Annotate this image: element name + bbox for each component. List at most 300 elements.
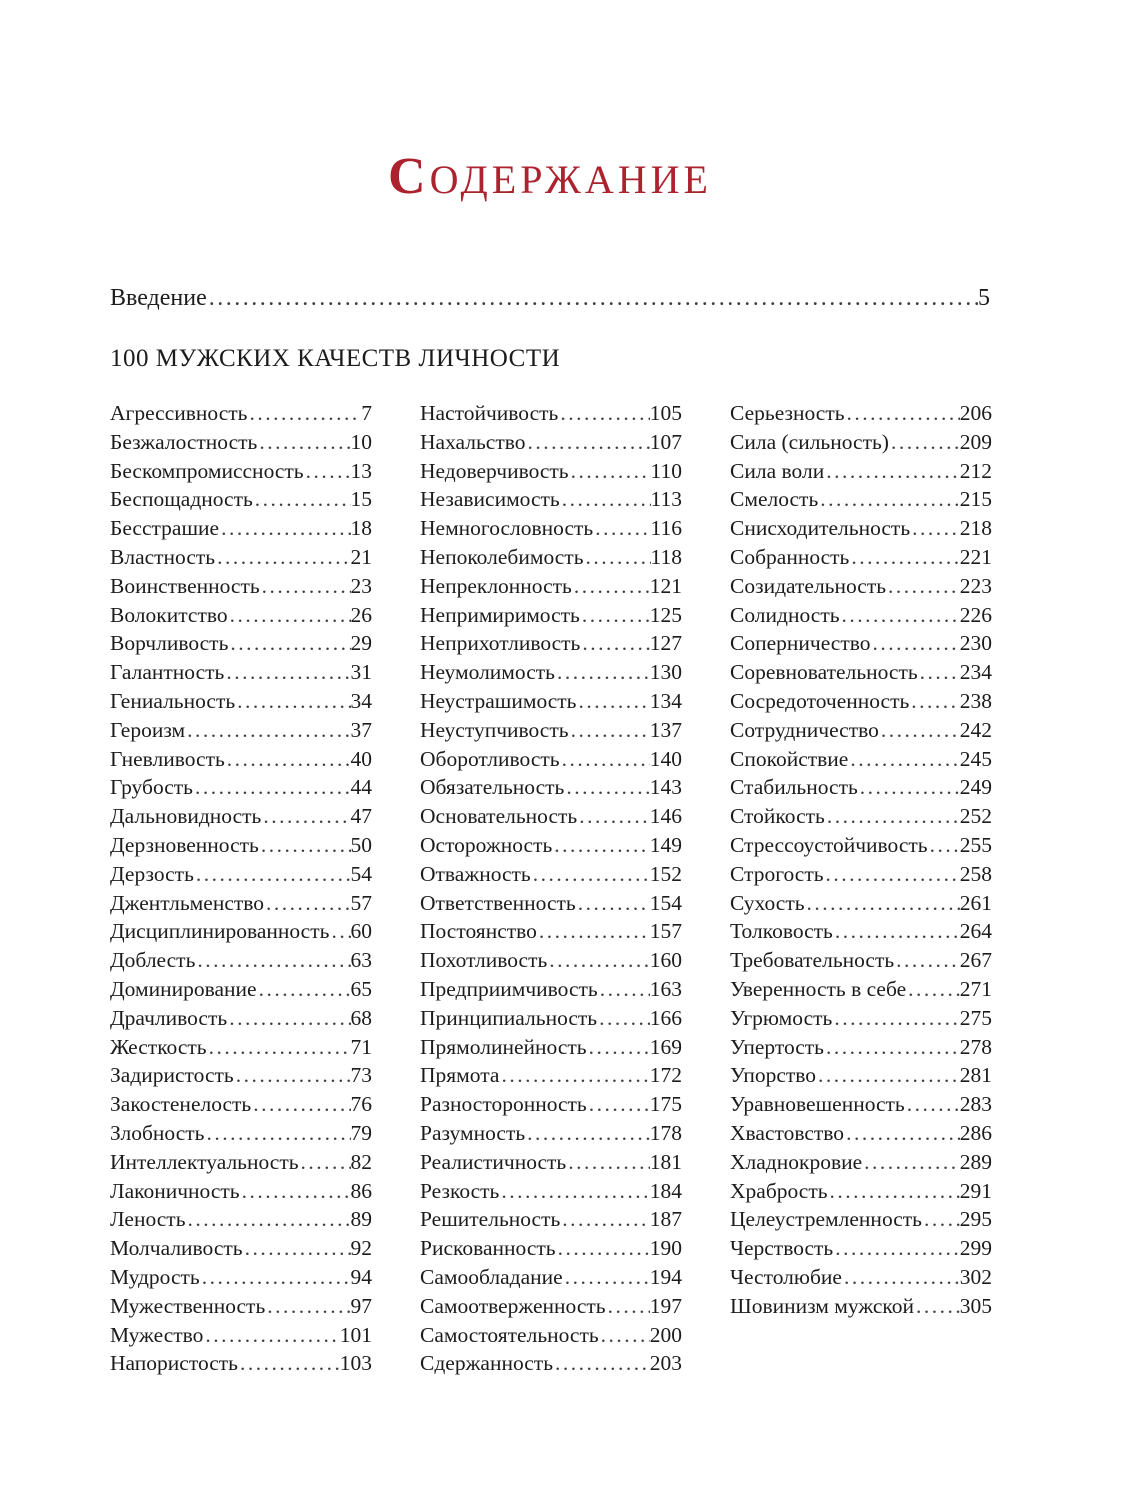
toc-entry-page: 103 — [339, 1351, 372, 1376]
toc-entry-label: Толковость — [730, 919, 833, 944]
toc-entry-page: 206 — [959, 401, 992, 425]
toc-entry-label: Джентльменство — [110, 890, 265, 915]
toc-entry-label: Собранность — [730, 544, 850, 569]
toc-entry-page: 7 — [361, 401, 372, 425]
toc-entry-label: Строгость — [730, 861, 824, 886]
dot-leader — [805, 889, 960, 918]
toc-entry-label: Отважность — [420, 861, 531, 886]
toc-entry — [110, 543, 372, 572]
toc-entry-label: Разумность — [420, 1120, 526, 1145]
toc-entry-label: Стабильность — [730, 775, 858, 800]
toc-entry-page: 283 — [959, 1092, 992, 1117]
toc-entry — [420, 1148, 682, 1177]
dot-leader — [840, 601, 960, 630]
toc-entry-label: Нахальство — [420, 429, 526, 454]
dot-leader — [918, 658, 960, 687]
toc-entry-label: Сухость — [730, 890, 805, 915]
toc-entry-page: 40 — [350, 746, 372, 771]
toc-entry-page: 194 — [649, 1264, 682, 1289]
toc-entry-label: Осторожность — [420, 832, 553, 857]
toc-entry-label: Рискованность — [420, 1236, 556, 1261]
toc-entry-label: Храбрость — [730, 1178, 828, 1203]
toc-entry-label: Основательность — [420, 804, 578, 829]
toc-entry-page: 71 — [350, 1034, 372, 1059]
toc-entry-label: Упертость — [730, 1034, 824, 1059]
toc-entry-label: Стрессоустойчивость — [730, 832, 928, 857]
toc-entry-page: 286 — [959, 1120, 992, 1145]
toc-entry-label: Героизм — [110, 717, 186, 742]
toc-entry — [110, 1004, 372, 1033]
dot-leader — [225, 745, 351, 774]
toc-entry — [420, 514, 682, 543]
toc-entry-page: 197 — [649, 1293, 682, 1318]
toc-entry-label: Немногословность — [420, 516, 594, 541]
toc-entry-label: Стойкость — [730, 804, 825, 829]
toc-entry-page: 154 — [649, 890, 682, 915]
toc-entry — [110, 1292, 372, 1321]
dot-leader — [204, 1119, 350, 1148]
toc-entry-page: 29 — [350, 631, 372, 656]
toc-entry-page: 223 — [959, 573, 992, 598]
toc-entry-page: 160 — [649, 948, 682, 973]
toc-entry-page: 10 — [350, 429, 372, 454]
toc-entry-page: 187 — [649, 1207, 682, 1232]
toc-entry-page: 73 — [350, 1063, 372, 1088]
toc-entry — [110, 745, 372, 774]
toc-entry-label: Черствость — [730, 1236, 834, 1261]
toc-entry-page: 252 — [959, 804, 992, 829]
toc-entry-label: Сила (сильность) — [730, 429, 889, 454]
toc-entry-page: 5 — [978, 285, 990, 311]
dot-leader — [816, 1061, 960, 1090]
dot-leader — [207, 1033, 351, 1062]
toc-entry — [110, 773, 372, 802]
toc-entry-label: Спокойствие — [730, 746, 849, 771]
toc-entry-page: 31 — [350, 660, 372, 685]
dot-leader — [845, 399, 960, 428]
toc-entry — [730, 543, 992, 572]
toc-entry-label: Разносторонность — [420, 1092, 587, 1117]
toc-entry-label: Прямота — [420, 1063, 500, 1088]
section-heading: 100 МУЖСКИХ КАЧЕСТВ ЛИЧНОСТИ — [110, 345, 561, 372]
dot-leader — [552, 831, 649, 860]
dot-leader — [825, 802, 960, 831]
toc-entry-label: Злобность — [110, 1120, 205, 1145]
toc-entry-label: Хвастовство — [730, 1120, 845, 1145]
toc-entry — [110, 1033, 372, 1062]
toc-entry — [420, 1004, 682, 1033]
dot-leader — [576, 889, 650, 918]
dot-leader — [537, 917, 650, 946]
toc-entry — [110, 428, 372, 457]
dot-leader — [234, 1061, 351, 1090]
dot-leader — [889, 428, 960, 457]
toc-entry-page: 238 — [959, 688, 992, 713]
toc-entry-page: 295 — [959, 1207, 992, 1232]
toc-entry-page: 105 — [649, 401, 682, 425]
toc-entry — [110, 514, 372, 543]
toc-entry — [730, 1090, 992, 1119]
toc-entry — [420, 773, 682, 802]
toc-entry-page: 190 — [649, 1236, 682, 1261]
dot-leader — [228, 601, 351, 630]
dot-leader — [235, 687, 350, 716]
dot-leader — [257, 975, 351, 1004]
toc-entry-label: Бесстрашие — [110, 516, 220, 541]
toc-entry-label: Жесткость — [110, 1034, 207, 1059]
toc-entry — [730, 716, 992, 745]
toc-entry-label: Угрюмость — [730, 1005, 833, 1030]
dot-leader — [261, 802, 350, 831]
dot-leader — [329, 917, 350, 946]
toc-entry-label: Введение — [110, 285, 207, 311]
dot-leader — [526, 428, 650, 457]
toc-entry-page: 125 — [649, 602, 682, 627]
toc-entry — [420, 1177, 682, 1206]
toc-entry-label: Постоянство — [420, 919, 537, 944]
toc-entry — [730, 399, 992, 428]
toc-entry-page: 89 — [350, 1207, 372, 1232]
toc-entry — [420, 1205, 682, 1234]
dot-leader — [304, 457, 351, 486]
dot-leader — [200, 1263, 351, 1292]
toc-entry — [110, 1234, 372, 1263]
dot-leader — [906, 975, 960, 1004]
toc-entry — [730, 457, 992, 486]
toc-entry — [730, 975, 992, 1004]
toc-entry — [730, 1061, 992, 1090]
toc-entry-label: Агрессивность — [110, 401, 248, 425]
toc-entry-page: 267 — [959, 948, 992, 973]
toc-entry-page: 107 — [649, 429, 682, 454]
toc-entry-label: Сдержанность — [420, 1351, 554, 1376]
toc-entry — [730, 514, 992, 543]
toc-entry-label: Напористость — [110, 1351, 238, 1376]
dot-leader — [909, 687, 959, 716]
toc-entry-page: 245 — [959, 746, 992, 771]
toc-entry-label: Похотливость — [420, 948, 548, 973]
dot-leader — [844, 1119, 960, 1148]
dot-leader — [879, 716, 960, 745]
toc-entry — [420, 745, 682, 774]
toc-entry — [420, 831, 682, 860]
toc-entry-label: Обязательность — [420, 775, 565, 800]
toc-entry-page: 264 — [959, 919, 992, 944]
toc-entry-label: Гениальность — [110, 688, 236, 713]
toc-entry — [110, 1148, 372, 1177]
toc-entry-label: Честолюбие — [730, 1264, 842, 1289]
dot-leader — [227, 1004, 350, 1033]
toc-entry — [110, 1177, 372, 1206]
toc-entry-label: Доминирование — [110, 976, 257, 1001]
dot-leader — [558, 399, 649, 428]
toc-entry-page: 152 — [649, 861, 682, 886]
dot-leader — [606, 1292, 650, 1321]
dot-leader — [587, 1033, 650, 1062]
toc-entry-page: 118 — [650, 544, 682, 569]
toc-entry-page: 172 — [649, 1063, 682, 1088]
toc-entry-label: Гневливость — [110, 746, 225, 771]
toc-entry — [730, 1004, 992, 1033]
dot-leader — [240, 1177, 351, 1206]
dot-leader — [824, 860, 960, 889]
toc-entry-label: Созидательность — [730, 573, 887, 598]
toc-entry-page: 289 — [959, 1149, 992, 1174]
toc-entry — [730, 1148, 992, 1177]
toc-entry-page: 121 — [649, 573, 682, 598]
toc-column-2 — [420, 399, 682, 1378]
dot-leader — [555, 658, 650, 687]
dot-leader — [564, 773, 649, 802]
toc-entry-label: Прямолинейность — [420, 1034, 587, 1059]
toc-entry — [730, 860, 992, 889]
toc-entry-page: 175 — [649, 1092, 682, 1117]
dot-leader — [832, 1004, 959, 1033]
toc-entry — [730, 946, 992, 975]
dot-leader — [265, 1292, 350, 1321]
toc-entry — [730, 1205, 992, 1234]
toc-entry — [730, 1177, 992, 1206]
toc-entry-page: 54 — [350, 861, 372, 886]
toc-entry-label: Грубость — [110, 775, 193, 800]
dot-leader — [224, 658, 350, 687]
dot-leader — [848, 745, 959, 774]
toc-entry-label: Беспощадность — [110, 487, 253, 512]
dot-leader — [563, 1263, 650, 1292]
toc-entry-label: Недоверчивость — [420, 458, 569, 483]
toc-entry — [110, 831, 372, 860]
dot-leader — [569, 457, 651, 486]
toc-entry-page: 234 — [959, 660, 992, 685]
toc-entry-label: Хладнокровие — [730, 1149, 863, 1174]
toc-entry — [110, 1061, 372, 1090]
toc-entry-label: Предприимчивость — [420, 976, 598, 1001]
toc-entry-label: Молчаливость — [110, 1236, 243, 1261]
toc-entry-page: 258 — [959, 861, 992, 886]
dot-leader — [525, 1119, 650, 1148]
dot-leader — [928, 831, 960, 860]
toc-entry-page: 94 — [350, 1264, 372, 1289]
toc-entry-label: Уверенность в себе — [730, 976, 907, 1001]
toc-entry-page: 181 — [649, 1149, 682, 1174]
toc-entry-page: 169 — [649, 1034, 682, 1059]
dot-leader — [580, 601, 650, 630]
toc-entry-label: Задиристость — [110, 1063, 234, 1088]
toc-entry — [730, 1119, 992, 1148]
toc-entry-page: 34 — [350, 688, 372, 713]
dot-leader — [828, 1177, 960, 1206]
toc-entry — [110, 572, 372, 601]
toc-entry — [110, 1263, 372, 1292]
dot-leader — [833, 1234, 960, 1263]
toc-entry-page: 21 — [350, 544, 372, 569]
dot-leader — [499, 1177, 649, 1206]
toc-entry-label: Сосредоточенность — [730, 688, 910, 713]
toc-entry-label: Драчливость — [110, 1005, 228, 1030]
toc-entry — [420, 399, 682, 428]
toc-entry — [110, 802, 372, 831]
dot-leader — [260, 572, 351, 601]
toc-entry — [730, 572, 992, 601]
toc-entry-page: 63 — [350, 948, 372, 973]
dot-leader — [862, 1148, 960, 1177]
toc-entry-label: Непримиримость — [420, 602, 580, 627]
toc-entry — [420, 572, 682, 601]
toc-entry-page: 178 — [649, 1120, 682, 1145]
dot-leader — [584, 543, 651, 572]
toc-entry-page: 65 — [350, 976, 372, 1001]
dot-leader — [576, 687, 649, 716]
dot-leader — [572, 572, 650, 601]
dot-leader — [593, 514, 650, 543]
dot-leader — [910, 514, 960, 543]
toc-entry-label: Упорство — [730, 1063, 817, 1088]
toc-entry — [110, 1205, 372, 1234]
toc-entry-label: Интеллектуальность — [110, 1149, 299, 1174]
dot-leader — [858, 773, 960, 802]
toc-entry-label: Решительность — [420, 1207, 561, 1232]
dot-leader — [569, 716, 650, 745]
toc-entry — [420, 1234, 682, 1263]
toc-entry-label: Солидность — [730, 602, 840, 627]
dot-leader — [253, 485, 351, 514]
toc-entry — [730, 1292, 992, 1321]
toc-entry-page: 47 — [350, 804, 372, 829]
toc-entry-label: Леность — [110, 1207, 186, 1232]
dot-leader — [243, 1234, 351, 1263]
toc-entry-label: Оборотливость — [420, 746, 560, 771]
dot-leader — [186, 1205, 351, 1234]
toc-entry — [110, 1090, 372, 1119]
toc-entry-page: 275 — [959, 1005, 992, 1030]
toc-entry — [730, 831, 992, 860]
toc-entry — [420, 802, 682, 831]
toc-intro-row — [110, 283, 990, 313]
dot-leader — [824, 1033, 960, 1062]
toc-entry-label: Серьезность — [730, 401, 845, 425]
toc-entry — [420, 658, 682, 687]
dot-leader — [193, 773, 351, 802]
toc-entry-label: Лаконичность — [110, 1178, 240, 1203]
toc-entry-page: 166 — [649, 1005, 682, 1030]
toc-entry-page: 157 — [649, 919, 682, 944]
dot-leader — [203, 1321, 339, 1350]
dot-leader — [238, 1349, 340, 1378]
toc-entry-label: Мудрость — [110, 1264, 200, 1289]
toc-entry-page: 291 — [959, 1178, 992, 1203]
toc-entry-label: Мужественность — [110, 1293, 266, 1318]
toc-entry-page: 281 — [959, 1063, 992, 1088]
dot-leader — [556, 1234, 650, 1263]
dot-leader — [257, 428, 350, 457]
toc-entry-label: Властность — [110, 544, 216, 569]
toc-entry-page: 218 — [959, 516, 992, 541]
toc-entry-page: 79 — [350, 1120, 372, 1145]
toc-entry-page: 101 — [339, 1322, 372, 1347]
toc-entry-label: Галантность — [110, 660, 225, 685]
toc-entry — [420, 1292, 682, 1321]
toc-entry-label: Неуступчивость — [420, 717, 569, 742]
toc-entry-label: Закостенелость — [110, 1092, 252, 1117]
dot-leader — [560, 1205, 649, 1234]
toc-entry-label: Ворчливость — [110, 631, 229, 656]
dot-leader — [905, 1090, 960, 1119]
toc-entry-label: Снисходительность — [730, 516, 911, 541]
toc-entry — [110, 860, 372, 889]
toc-entry-page: 299 — [959, 1236, 992, 1261]
dot-leader — [531, 860, 650, 889]
toc-entry — [730, 658, 992, 687]
toc-entry-label: Безжалостность — [110, 429, 258, 454]
dot-leader — [194, 860, 351, 889]
toc-entry-label: Соревновательность — [730, 660, 918, 685]
dot-leader — [228, 629, 350, 658]
toc-entry-label: Дисциплинированность — [110, 919, 330, 944]
toc-entry — [420, 428, 682, 457]
toc-entry — [730, 629, 992, 658]
dot-leader — [598, 975, 650, 1004]
dot-leader — [215, 543, 350, 572]
dot-leader — [849, 543, 959, 572]
toc-entry-page: 15 — [350, 487, 372, 512]
toc-entry-page: 44 — [350, 775, 372, 800]
toc-entry-label: Неумолимость — [420, 660, 555, 685]
dot-leader — [207, 283, 978, 313]
toc-entry-label: Доблесть — [110, 948, 196, 973]
toc-entry-page: 209 — [959, 429, 992, 454]
toc-entry-label: Волокитство — [110, 602, 228, 627]
toc-entry-page: 110 — [650, 458, 682, 483]
toc-entry-page: 97 — [350, 1293, 372, 1318]
toc-entry-label: Требовательность — [730, 948, 895, 973]
dot-leader — [553, 1349, 650, 1378]
toc-entry-page: 92 — [350, 1236, 372, 1261]
dot-leader — [833, 917, 960, 946]
toc-entry-page: 184 — [649, 1178, 682, 1203]
toc-entry-label: Воинственность — [110, 573, 260, 598]
toc-entry — [420, 889, 682, 918]
toc-entry — [110, 1119, 372, 1148]
toc-entry-label: Самостоятельность — [420, 1322, 599, 1347]
toc-entry-page: 82 — [350, 1149, 372, 1174]
dot-leader — [914, 1292, 960, 1321]
toc-entry — [730, 485, 992, 514]
toc-entry-page: 116 — [650, 516, 682, 541]
toc-entry-page: 255 — [959, 832, 992, 857]
dot-leader — [842, 1263, 960, 1292]
toc-entry-page: 60 — [350, 919, 372, 944]
toc-entry-label: Принципиальность — [420, 1005, 598, 1030]
toc-entry-label: Самоотверженность — [420, 1293, 606, 1318]
toc-entry-page: 230 — [959, 631, 992, 656]
toc-entry-page: 26 — [350, 602, 372, 627]
toc-entry — [420, 543, 682, 572]
toc-entry — [420, 975, 682, 1004]
toc-entry — [110, 687, 372, 716]
dot-leader — [185, 716, 350, 745]
toc-entry — [110, 457, 372, 486]
toc-entry — [730, 889, 992, 918]
dot-leader — [547, 946, 649, 975]
toc-entry — [110, 485, 372, 514]
toc-entry-page: 242 — [959, 717, 992, 742]
dot-leader — [299, 1148, 351, 1177]
toc-entry — [110, 917, 372, 946]
toc-entry — [110, 658, 372, 687]
toc-entry-page: 137 — [649, 717, 682, 742]
toc-entry-page: 134 — [649, 688, 682, 713]
dot-leader — [580, 629, 649, 658]
